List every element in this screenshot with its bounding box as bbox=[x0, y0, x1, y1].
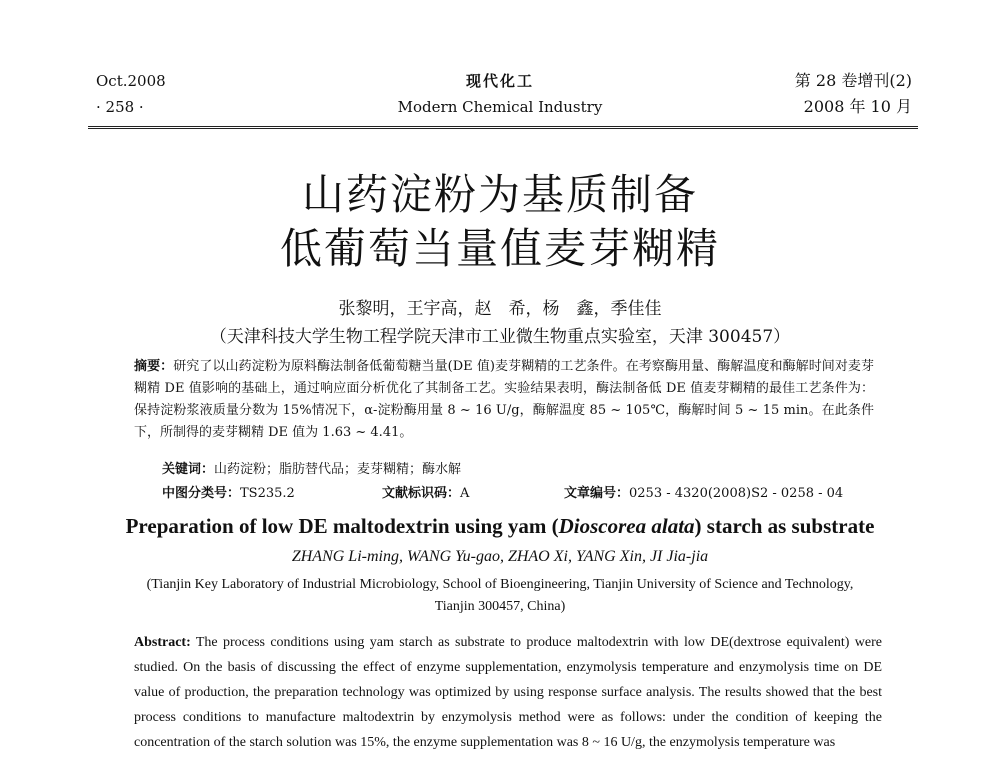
header-date-cn: 2008 年 10 月 bbox=[803, 97, 912, 116]
document-code bbox=[382, 482, 469, 501]
article-number bbox=[564, 482, 843, 501]
keywords-cn-text: 山药淀粉；脂肪替代品；麦芽糊精；酶水解 bbox=[214, 462, 462, 477]
journal-name-en: Modern Chemical Industry bbox=[397, 98, 603, 116]
article-title-cn bbox=[0, 168, 1000, 276]
article-number-value: 0253 - 4320(2008)S2 - 0258 - 04 bbox=[629, 486, 844, 501]
article-title-en bbox=[0, 514, 1000, 539]
header-volume-cn: 第 28 卷增刊(2) bbox=[794, 71, 912, 90]
keywords-cn bbox=[162, 458, 461, 477]
clc-number bbox=[162, 482, 295, 501]
abstract-cn-label: 摘要： bbox=[134, 359, 174, 374]
abstract-cn-text: 研究了以山药淀粉为原料酶法制备低葡萄糖当量(DE 值)麦芽糊精的工艺条件。在考察酶用量、酶解温度和酶解时间对麦芽糊精 DE 值影响的基础上，通过响应面分析优化了其制备工艺。实验结果表明，酶法制备低 DE 值麦芽糊精的最佳工艺条件为：保持淀粉浆液质量分数为 15%情况下，α-淀粉酶用量 8 ~ 16 U/g，酶解温度 85 ~ 105℃，酶解时间 5 ~ 15 min。在此条件下，所制得的麦芽糊精 DE 值为 1.63 ~ 4.41。 bbox=[134, 359, 874, 440]
clc-label: 中图分类号： bbox=[162, 486, 241, 501]
affiliation-en bbox=[100, 574, 900, 618]
title-en-part-2: ) starch as substrate bbox=[694, 514, 875, 538]
title-cn-line-2: 低葡萄当量值麦芽糊精 bbox=[279, 224, 720, 273]
header-rule bbox=[88, 126, 918, 129]
abstract-en-label: Abstract: bbox=[134, 635, 191, 650]
authors-cn: 张黎明，王宇高，赵 希，杨 鑫，季佳佳 bbox=[338, 299, 662, 319]
title-en-part-1: Preparation of low DE maltodextrin using yam ( bbox=[125, 514, 559, 538]
affiliation-cn: （天津科技大学生物工程学院天津市工业微生物重点实验室，天津 300457） bbox=[209, 327, 791, 347]
title-en-species: Dioscorea alata bbox=[558, 514, 695, 538]
affiliation-en-line-2: Tianjin 300457, China) bbox=[434, 599, 566, 614]
header-right bbox=[795, 68, 912, 120]
clc-value: TS235.2 bbox=[240, 486, 295, 501]
doc-code-label: 文献标识码： bbox=[382, 486, 461, 501]
abstract-en bbox=[134, 630, 882, 755]
doc-code-value: A bbox=[460, 486, 470, 501]
abstract-cn bbox=[134, 356, 874, 444]
abstract-en-text: The process conditions using yam starch as substrate to produce maltodextrin with low DE(dextrose equivalent) were studied. On the basis of discussing the effect of enzyme supplementation, enzymolysis temperature and enzymolysis time on DE value of production, the preparation technology was optimized by using response surface analysis. The results showed that the best process conditions to manufacture maltodextrin by enzymolysis method were as follows: under the condition of keeping the concentration of the starch solution was 15%, the enzyme supplementation was 8 ~ 16 U/g, the enzymolysis temperature was bbox=[134, 635, 882, 750]
title-cn-line-1: 山药淀粉为基质制备 bbox=[301, 170, 698, 219]
header-left bbox=[96, 68, 166, 120]
affiliation-en-line-1: (Tianjin Key Laboratory of Industrial Microbiology, School of Bioengineering, Tianjin University of Science and Technology, bbox=[146, 577, 854, 592]
header-date-en: Oct.2008 bbox=[96, 72, 166, 90]
journal-name-cn: 现代化工 bbox=[465, 72, 534, 90]
article-number-label: 文章编号： bbox=[564, 486, 630, 501]
header-page-number: · 258 · bbox=[96, 98, 144, 116]
authors-en: ZHANG Li-ming, WANG Yu-gao, ZHAO Xi, YANG Xin, JI Jia-jia bbox=[291, 548, 709, 565]
keywords-cn-label: 关键词： bbox=[162, 462, 215, 477]
header-center bbox=[380, 68, 620, 120]
